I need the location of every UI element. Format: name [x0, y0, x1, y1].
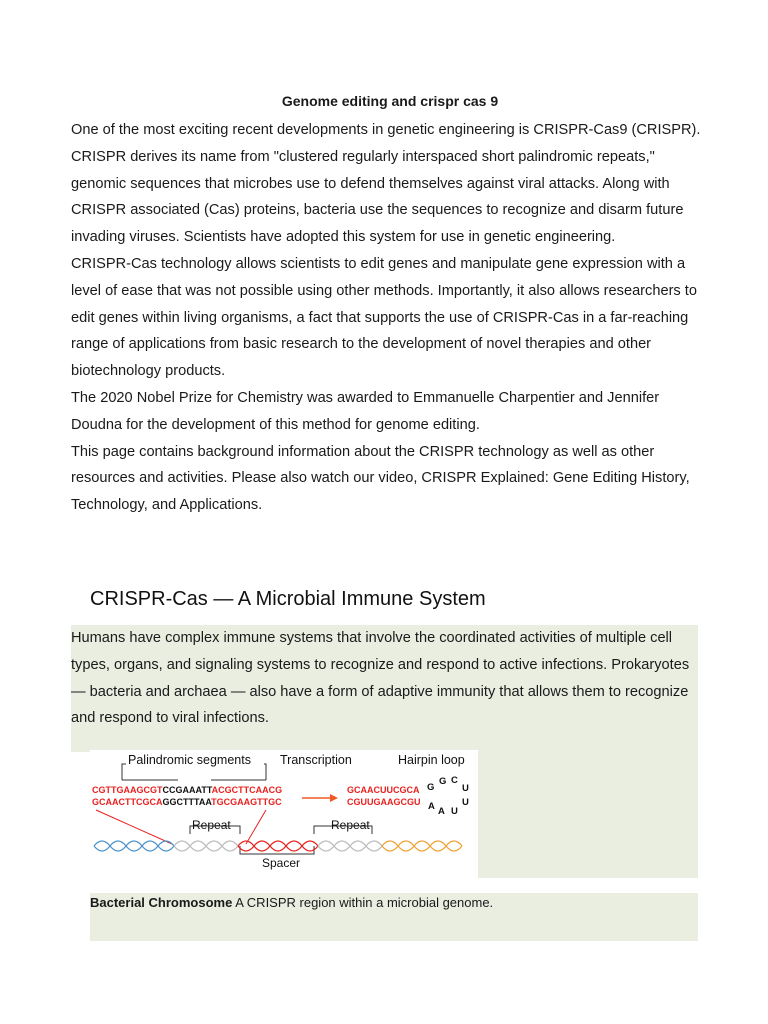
- caption-text: A CRISPR region within a microbial genome.: [232, 895, 494, 910]
- intro-paragraph: This page contains background information about the CRISPR technology as well as other resources and activities. Please also watch our video, CRISPR Explained: Gene Editing History, Technology, and Applications.: [71, 443, 690, 514]
- dna-helix: [94, 841, 462, 851]
- svg-text:A: A: [438, 806, 445, 817]
- label-hairpin: Hairpin loop: [398, 753, 465, 767]
- label-repeat: Repeat: [192, 818, 231, 832]
- intro-paragraph: One of the most exciting recent developments in genetic engineering is CRISPR-Cas9 (CRISPR). CRISPR derives its name from "clustered regularly interspaced short palindromic repeats," genomic sequences that microbes use to defend themselves against viral attacks. Along with CRISPR associated (Cas) proteins, bacteria use the sequences to recognize and disarm future invading viruses. Scientists have adopted this system for use in genetic engineering.: [71, 122, 701, 246]
- label-palindromic: Palindromic segments: [128, 753, 251, 767]
- caption-bold: Bacterial Chromosome: [90, 895, 233, 910]
- caption-line: [90, 895, 493, 910]
- document-title: Genome editing and crispr cas 9: [281, 93, 499, 109]
- arrow-head: [330, 794, 338, 802]
- label-transcription: Transcription: [280, 753, 352, 767]
- zoom-line: [246, 810, 266, 844]
- svg-text:U: U: [462, 783, 469, 794]
- svg-text:G: G: [427, 782, 435, 793]
- hairpin-loop: [427, 775, 469, 817]
- dna-top-strand: CGTTGAAGCGTCCGAAATTACGCTTCAACG: [92, 785, 283, 795]
- crispr-diagram-svg: [90, 750, 478, 878]
- section-body-text: Humans have complex immune systems that involve the coordinated activities of multiple cell types, organs, and signaling systems to recognize and respond to active infections. Prokaryotes — bacteria and archaea — also have a form of adaptive immunity that allows them to recognize and respond to viral infections.: [71, 630, 690, 727]
- svg-text:C: C: [451, 775, 458, 786]
- label-spacer: Spacer: [262, 856, 301, 870]
- section-body-box: [71, 625, 698, 752]
- figure-panel: [90, 750, 698, 878]
- dna-bottom-strand: GCAACTTCGCAGGCTTTAATGCGAAGTTGC: [92, 797, 282, 807]
- intro-paragraph: CRISPR-Cas technology allows scientists to edit genes and manipulate gene expression with a level of ease that was not possible using other methods. Importantly, it also allows researchers to edit genes within living organisms, a fact that supports the use of CRISPR-Cas in a far-reaching range of applications from basic research to the development of novel therapies and other biotechnology products.: [71, 255, 697, 380]
- svg-text:G: G: [439, 776, 447, 787]
- label-repeat: Repeat: [331, 818, 370, 832]
- crispr-diagram: [90, 750, 478, 878]
- intro-paragraph: The 2020 Nobel Prize for Chemistry was awarded to Emmanuelle Charpentier and Jennifer Doudna for the development of this method for genome editing.: [71, 389, 660, 433]
- svg-text:U: U: [451, 806, 458, 817]
- svg-text:A: A: [428, 801, 435, 812]
- svg-text:U: U: [462, 797, 469, 808]
- zoom-line: [96, 810, 172, 844]
- section-heading: CRISPR-Cas — A Microbial Immune System: [90, 588, 486, 610]
- figure-caption: [90, 893, 698, 941]
- rna-top: GCAACUUCGCA: [347, 785, 420, 795]
- rna-bottom: CGUUGAAGCGU: [347, 797, 421, 807]
- intro-text: [71, 117, 711, 519]
